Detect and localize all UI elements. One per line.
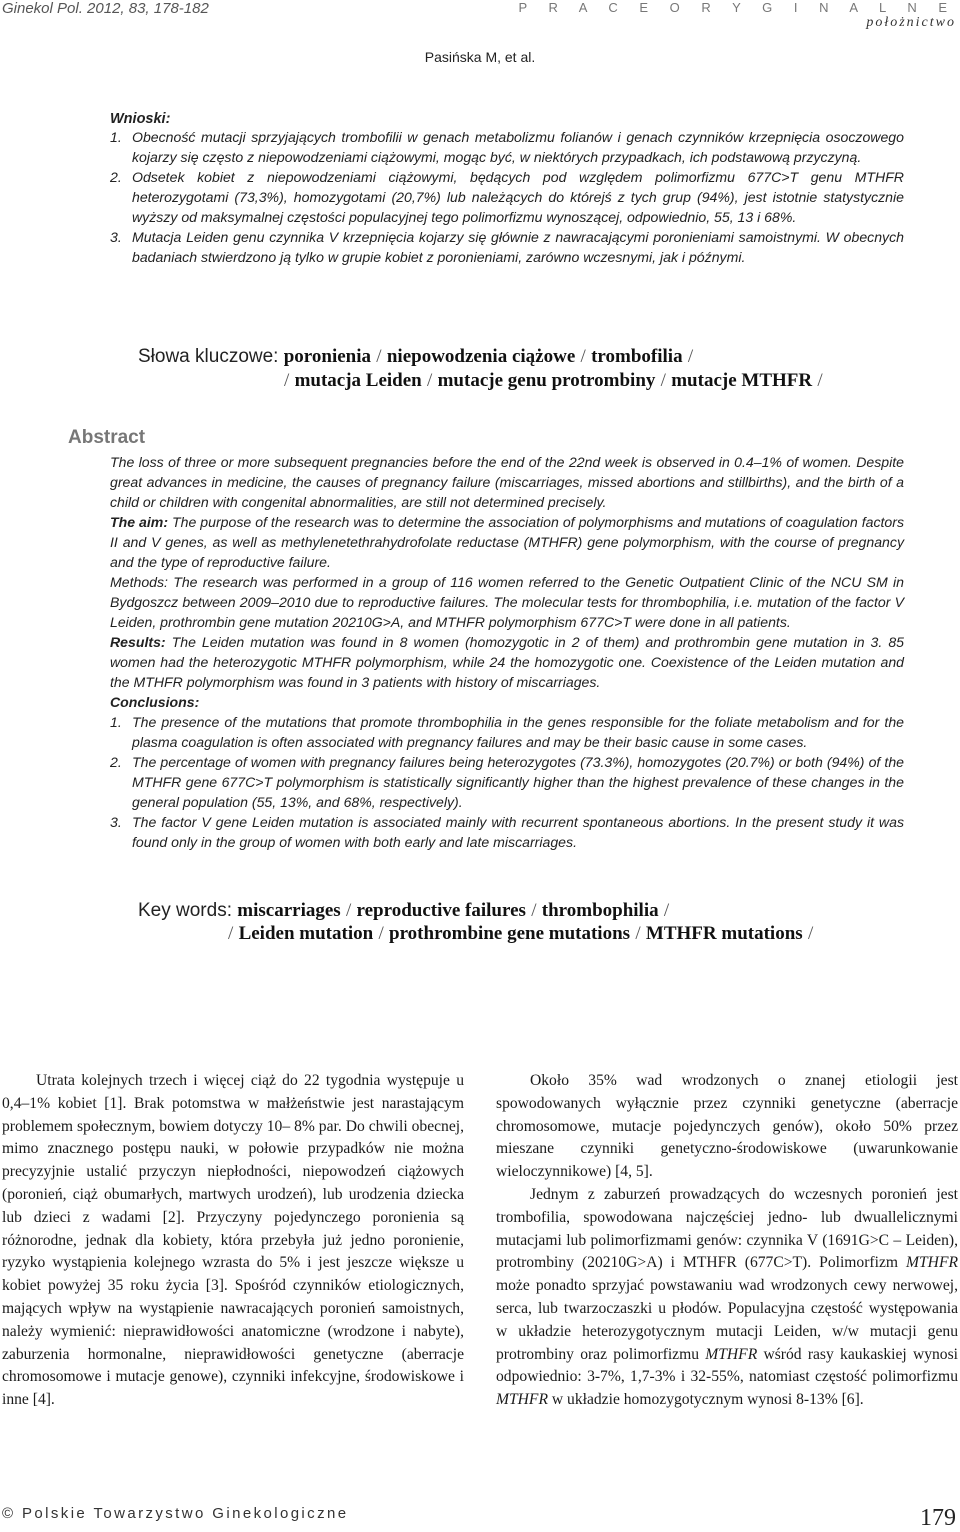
page-number: 179 — [920, 1505, 956, 1531]
abstract-heading: Abstract — [68, 427, 146, 448]
body-paragraph: Jednym z zaburzeń prowadzących do wczesnych poronień jest trombofilia, spowodowana najczęściej jedno- lub dwuallelicznymi mutacjami lub polimorfizmami genów: czynnika V (1691G>C – Leiden), protrombiny (20210G>A) i MTHFR (677C>T). Polimorfizm MTHFR może ponadto sprzyjać powstawaniu wad wrodzonych cewy nerwowej, serca, lub twarzoczaszki u płodów. Populacyjna częstość występowania w układzie heterozygotycznym mutacji Leiden, w/w mutacji genu protrombiny oraz polimorfizmu MTHFR wśród rasy kaukaskiej wynosi odpowiednio: 3-7%, 1,7-3% i 32-55%, natomiast częstość polimorfizmu MTHFR w układzie homozygotycznym wynosi 8-13% [6]. — [496, 1185, 958, 1409]
abstract-intro: The loss of three or more subsequent pregnancies before the end of the 22nd week is observed in 0.4–1% of women. Despite great advances in medicine, the causes of pregnancy failure (miscarriages, missed abortions and stillbirths), and the birth of a child or children with congenital abnormalities, are still not determined precisely. — [110, 454, 904, 510]
keywords-pl-label: Słowa kluczowe: — [138, 346, 279, 367]
list-item: 3. Mutacja Leiden genu czynnika V krzepnięcia kojarzy się głównie z nawracającymi poronieniami samoistnymi. W obecnych badaniach stwierdzono ją tylko w grupie kobiet z poronieniami, zarówno wczesnymi, jak i późnymi. — [110, 229, 904, 265]
abstract-body — [110, 452, 904, 852]
keywords-pl-line2: / mutacja Leiden / mutacje genu protrombiny / mutacje MTHFR / — [284, 370, 823, 391]
abstract-conclusions-heading: Conclusions: — [110, 694, 200, 710]
keywords-en-line1: Key words: miscarriages / reproductive failures / thrombophilia / — [138, 900, 670, 921]
keyword[interactable]: MTHFR mutations — [645, 923, 803, 944]
body-column-left — [2, 1070, 464, 1412]
body-paragraph: Utrata kolejnych trzech i więcej ciąż do 22 tygodnia występuje u 0,4–1% kobiet [1]. Brak potomstwa w małżeństwie jest narastającym problemem społecznym, bowiem dotyczy 10– 8% par. Do chwili obecnej, mimo znacznego postępu nauki, w połowie przypadków nie można precyzyjnie ustalić przyczyn niepłodności, niepowodzeń ciążowych (poronień, ciąż obumarłych, martwych urodzeń), lub urodzenia dziecka lub dzieci z wadami [2]. Przyczyny pojedynczego poronienia są różnorodne, jednak dla kobiety, która przebyła już jedno poronienie, ryzyko wystąpienia kolejnego wzrasta do 5% i jest jeszcze większe u kobiet powyżej 35 roku życia [3]. Spośród czynników etiologicznych, mających wpływ na wystąpienie nawracających poronień samoistnych, należy wymienić: nieprawidłowości anatomiczne (wrodzone i nabyte), zaburzenia hormonalne, nieprawidłowości genetyczne (aberracje chromosomowe i mutacje genowe), czynniki infekcyjne, środowiskowe i inne [4]. — [2, 1072, 464, 1409]
list-item: 3. The factor V gene Leiden mutation is associated mainly with recurrent spontaneous abortions. In the present study it was found only in the group of women with both early and late miscarriages. — [110, 814, 904, 850]
keyword[interactable]: niepowodzenia ciążowe — [386, 346, 576, 367]
body-paragraph: Około 35% wad wrodzonych o znanej etiologii jest spowodowanych wyłącznie przez czynniki genetyczne (aberracje chromosomowe, mutacje pojedynczych genów), około 50% przez mieszane czynniki genetyczno-środowiskowe (uwarunkowanie wieloczynnikowe) [4, 5]. — [496, 1072, 958, 1181]
abstract-results: Results: The Leiden mutation was found in 8 women (homozygotic in 2 of them) and prothrombin gene mutation in 3. 85 women had the heterozygotic MTHFR polymorphism, while 24 the homozygotic one. Coexistence of the Leiden mutation and the MTHFR polymorphism was found in 3 patients with history of miscarriages. — [110, 634, 904, 690]
keyword[interactable]: thrombophilia — [541, 900, 659, 921]
keywords-pl-line1: Słowa kluczowe: poronienia / niepowodzenia ciążowe / trombofilia / — [138, 346, 694, 367]
body-column-right — [496, 1070, 958, 1412]
abstract-conclusions-list — [110, 712, 904, 852]
abstract-aim: The aim: The purpose of the research was to determine the association of polymorphisms and mutations of coagulation factors II and V genes, as well as methylenetethrahydrofolate reductase (MTHFR) gene polymorphism, with the course of pregnancy and the type of reproductive failure. — [110, 514, 905, 570]
wnioski-list — [110, 127, 904, 267]
subsection-label: położnictwo — [866, 15, 956, 30]
journal-reference: Ginekol Pol. 2012, 83, 178-182 — [2, 0, 209, 17]
list-item: 1. The presence of the mutations that promote thrombophilia in the genes responsible for the foliate metabolism and for the plasma coagulation is often associated with pregnancy failures and may be their basic cause in some cases. — [110, 714, 904, 750]
keyword[interactable]: mutacje MTHFR — [671, 370, 813, 391]
abstract-methods: Methods: The research was performed in a group of 116 women referred to the Genetic Outpatient Clinic of the NCU SM in Bydgoszcz between 2009–2010 due to reproductive failures. The molecular tests for thrombophilia, i.e. mutation of the factor V Leiden, prothrombin gene mutation 20210G>A, and MTHFR polymorphism 677C>T were done in all patients. — [110, 574, 904, 630]
keyword[interactable]: reproductive failures — [356, 900, 526, 921]
keyword[interactable]: trombofilia — [591, 346, 683, 367]
copyright-footer: © Polskie Towarzystwo Ginekologiczne — [2, 1505, 349, 1522]
list-item: 2. The percentage of women with pregnancy failures being heterozygotes (73.3%), homozygotes (20.7%) or both (94%) of the MTHFR gene 677C>T polymorphism is statistically significantly higher than the highest prevalence of these changes in the general population (55, 13%, and 68%, respectively). — [110, 754, 904, 810]
keyword[interactable]: Leiden mutation — [238, 923, 374, 944]
keywords-en-line2: / Leiden mutation / prothrombine gene mutations / MTHFR mutations / — [228, 923, 814, 944]
list-item: 1. Obecność mutacji sprzyjających trombofilii w genach metabolizmu folianów i genach czynników krzepnięcia osoczowego kojarzy się często z niepowodzeniami ciążowymi, mogąc być, w niektórych przypadkach, ich podstawową przyczyną. — [110, 129, 904, 165]
section-header — [518, 0, 956, 31]
wnioski-heading: Wnioski: — [110, 111, 171, 127]
keywords-en-label: Key words: — [138, 900, 232, 921]
running-authors: Pasińska M, et al. — [424, 49, 536, 65]
keyword[interactable]: mutacje genu protrombiny — [437, 370, 656, 391]
keyword[interactable]: prothrombine gene mutations — [389, 923, 631, 944]
keyword[interactable]: miscarriages — [237, 900, 341, 921]
keyword[interactable]: poronienia — [283, 346, 372, 367]
keyword[interactable]: mutacja Leiden — [294, 370, 422, 391]
list-item: 2. Odsetek kobiet z niepowodzeniami ciążowymi, będących pod względem polimorfizmu 677C>T genu MTHFR heterozygotami (73,3%), homozygotami (20,7%) lub należących do którejś z tych grup (94%), jest istotnie statystycznie wyższy od maksymalnej częstości populacyjnej tego polimorfizmu wynoszącej, odpowiednio, 55, 13 i 68%. — [110, 169, 904, 225]
section-label: P R A C E O R Y G I N A L N E — [518, 0, 956, 15]
